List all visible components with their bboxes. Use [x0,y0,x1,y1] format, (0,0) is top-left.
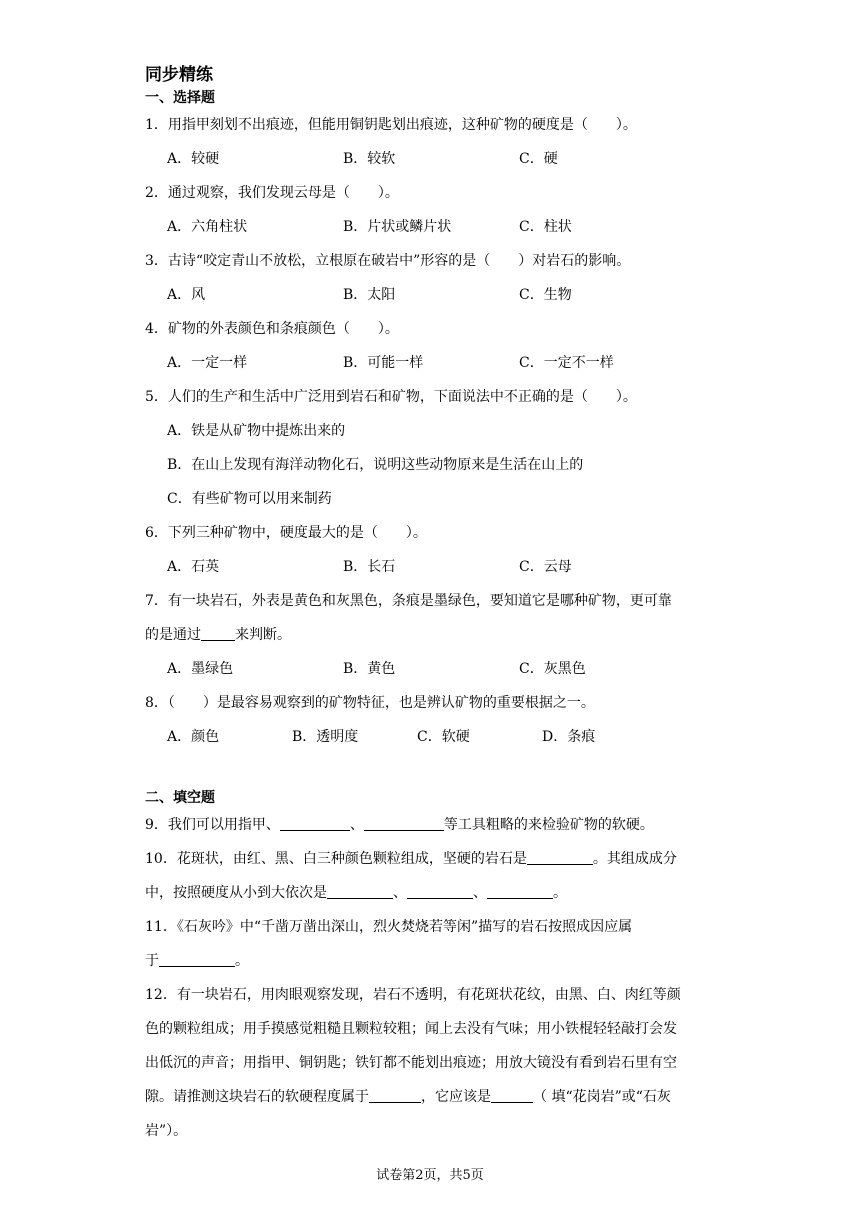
option-b: B．长石 [343,559,396,575]
answer-blank[interactable] [487,882,553,899]
option-b: B．在山上发现有海洋动物化石，说明这些动物原来是生活在山上的 [167,457,584,473]
question-2-options [145,210,725,244]
question-12-text: （ 填“花岗岩”或“石灰 [533,1089,671,1105]
question-10-line-2 [145,876,725,910]
question-12-line-4 [145,1080,725,1114]
question-11-text: 。 [235,953,249,969]
option-a: A．铁是从矿物中提炼出来的 [167,423,346,439]
question-9-text: 等工具粗略的来检验矿物的软硬。 [443,817,654,833]
option-a: A．颜色 [167,729,220,745]
page-title: 同步精练 [145,65,213,85]
question-3: 3．古诗“咬定青山不放松，立根原在破岩中”形容的是（ ）对岩石的影响。 [145,253,631,269]
question-5: 5．人们的生产和生活中广泛用到岩石和矿物，下面说法中不正确的是（ ）。 [145,389,637,405]
question-7-options [145,652,725,686]
worksheet-page [145,62,725,1148]
question-11-line-1: 11．《石灰吟》中“千凿万凿出深山，烈火焚烧若等闲”描写的岩石按照成因应属 [145,919,633,935]
question-12-line-3: 出低沉的声音；用指甲、铜钥匙；铁钉都不能划出痕迹；用放大镜没有看到岩石里有空 [145,1055,677,1071]
question-12-text: ，它应该是 [421,1089,491,1105]
question-8-options [145,720,725,754]
question-10-text: 。其组成成分 [592,851,677,867]
answer-blank[interactable] [491,1086,533,1103]
option-a: A．墨绿色 [167,661,234,677]
answer-blank[interactable] [527,848,593,865]
question-11-text: 于 [145,953,159,969]
option-d: D．条痕 [542,729,596,745]
option-b: B．透明度 [292,729,359,745]
question-11-line-2 [145,944,725,978]
question-9 [145,808,725,842]
question-10-text: 、 [473,885,487,901]
option-c: C．云母 [519,559,572,575]
section-heading-fill: 二、填空题 [145,790,215,806]
answer-blank[interactable] [280,814,350,831]
option-c: C．软硬 [417,729,470,745]
question-6-options [145,550,725,584]
question-8: 8．（ ）是最容易观察到的矿物特征，也是辨认矿物的重要根据之一。 [145,695,595,711]
option-b: B．较软 [343,151,396,167]
option-a: A．一定一样 [167,355,248,371]
option-a: A．石英 [167,559,220,575]
section-heading-choice: 一、选择题 [145,90,215,106]
option-a: A．风 [167,287,206,303]
page-footer: 试卷第2页，共5页 [376,1168,484,1183]
answer-blank[interactable] [407,882,473,899]
answer-blank[interactable] [364,814,444,831]
option-a: A．六角柱状 [167,219,248,235]
question-10-text: 。 [553,885,567,901]
answer-blank[interactable] [159,950,235,967]
question-1-options [145,142,725,176]
option-c: C．生物 [519,287,572,303]
option-b: B．可能一样 [343,355,424,371]
question-10-line-1 [145,842,725,876]
answer-blank[interactable] [369,1086,421,1103]
option-c: C．柱状 [519,219,572,235]
question-12-line-2: 色的颗粒组成；用手摸感觉粗糙且颗粒较粗；闻上去没有气味；用小铁棍轻轻敲打会发 [145,1021,677,1037]
option-a: A．较硬 [167,151,220,167]
question-7-text: 来判断。 [235,627,291,643]
question-12-line-5: 岩”）。 [145,1123,188,1139]
question-2: 2．通过观察，我们发现云母是（ ）。 [145,185,399,201]
option-c: C．灰黑色 [519,661,586,677]
option-c: C．一定不一样 [519,355,614,371]
question-10-text: 中，按照硬度从小到大依次是 [145,885,327,901]
question-7-text: 的是通过 [145,627,201,643]
option-b: B．太阳 [343,287,396,303]
question-10-text: 、 [393,885,407,901]
option-b: B．片状或鳞片状 [343,219,452,235]
question-10-text: 10．花斑状，由红、黑、白三种颜色颗粒组成，坚硬的岩石是 [145,851,527,867]
answer-blank[interactable] [327,882,393,899]
question-3-options [145,278,725,312]
answer-blank[interactable] [201,624,235,641]
question-9-text: 、 [349,817,364,833]
question-12-line-1: 12．有一块岩石，用肉眼观察发现，岩石不透明，有花斑状花纹，由黑、白、肉红等颜 [145,987,681,1003]
question-9-text: 9．我们可以用指甲、 [145,817,280,833]
option-b: B．黄色 [343,661,396,677]
question-7-line-2 [145,618,725,652]
option-c: C．有些矿物可以用来制药 [167,491,332,507]
question-12-text: 隙。请推测这块岩石的软硬程度属于 [145,1089,369,1105]
option-c: C．硬 [519,151,558,167]
question-1: 1．用指甲刻划不出痕迹，但能用铜钥匙划出痕迹，这种矿物的硬度是（ ）。 [145,117,637,133]
question-4-options [145,346,725,380]
question-4: 4．矿物的外表颜色和条痕颜色（ ）。 [145,321,399,337]
question-7-line-1: 7．有一块岩石，外表是黄色和灰黑色，条痕是墨绿色，要知道它是哪种矿物，更可靠 [145,593,672,609]
question-6: 6．下列三种矿物中，硬度最大的是（ ）。 [145,525,427,541]
